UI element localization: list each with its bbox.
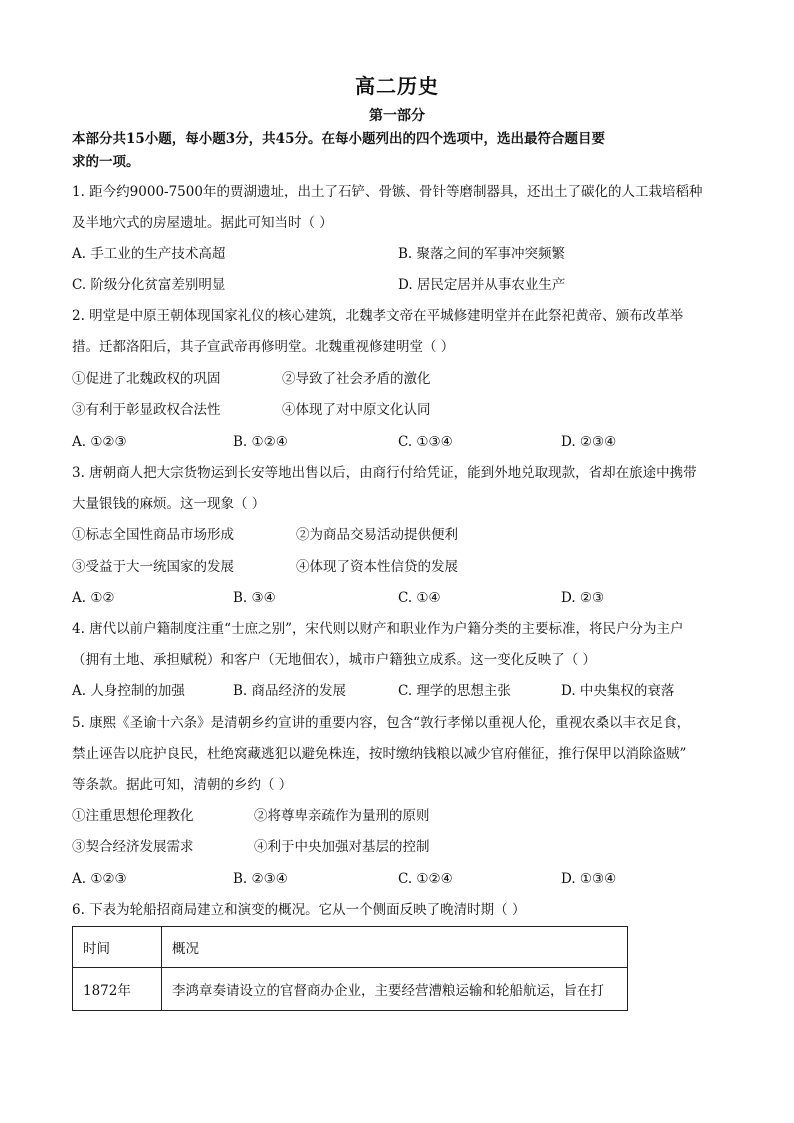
q2-stem-line-1: 2. 明堂是中原王朝体现国家礼仪的核心建筑，北魏孝文帝在平城修建明堂并在此祭祀黄帝、颁布改革举 [72,308,684,324]
table-header-row [73,927,628,968]
q1-stem-line-1: 1. 距今约9000-7500年的贾湖遗址，出土了石铲、骨镞、骨针等磨制器具，还出土了碳化的人工栽培稻种 [72,184,703,200]
table-cell-overview: 李鸿章奏请设立的官督商办企业，主要经营漕粮运输和轮船航运，旨在打 [162,968,628,1011]
q3-statement-3: ③受益于大一统国家的发展 [72,559,234,575]
q5-stem-line-1: 5. 康熙《圣谕十六条》是清朝乡约宣讲的重要内容，包含“敦行孝悌以重视人伦，重视农桑以丰衣足食， [72,715,691,731]
q2-option-a[interactable]: A. ①②③ [72,434,127,450]
q1-stem-line-2: 及半地穴式的房屋遗址。据此可知当时（ ） [72,215,333,231]
q5-statement-4: ④利于中央加强对基层的控制 [254,839,430,855]
instructions-line-2: 求的一项。 [72,154,140,170]
q3-option-a[interactable]: A. ①② [72,590,115,606]
q5-option-d[interactable]: D. ①③④ [561,871,617,887]
q3-stem-line-1: 3. 唐朝商人把大宗货物运到长安等地出售以后，由商行付给凭证，能到外地兑取现款，省却在旅途中携带 [72,465,697,481]
section-instructions [72,128,732,174]
table-row [73,968,628,1011]
q5-option-c[interactable]: C. ①②④ [398,871,453,887]
page-title: 高二历史 [355,74,439,98]
q6-stem-line-1: 6. 下表为轮船招商局建立和演变的概况。它从一个侧面反映了晚清时期（ ） [72,902,526,918]
table-cell-time: 1872年 [73,968,162,1011]
q3-stem-line-2: 大量银钱的麻烦。这一现象（ ） [72,496,266,512]
q1-option-b[interactable]: B. 聚落之间的军事冲突频繁 [398,246,566,262]
q2-option-b[interactable]: B. ①②④ [233,434,288,450]
q5-stem-line-3: 等条款。据此可知，清朝的乡约（ ） [72,777,293,793]
q4-stem-line-2: （拥有土地、承担赋税）和客户（无地佃农），城市户籍独立成系。这一变化反映了（ ） [72,652,597,668]
q2-statement-4: ④体现了对中原文化认同 [282,402,431,418]
q4-option-a[interactable]: A. 人身控制的加强 [72,683,185,699]
table-header-time: 时间 [73,927,162,968]
q5-option-a[interactable]: A. ①②③ [72,871,127,887]
instructions-line-1: 本部分共15小题，每小题3分，共45分。在每小题列出的四个选项中，选出最符合题目要 [72,131,605,147]
q4-option-d[interactable]: D. 中央集权的衰落 [561,683,675,699]
q3-statement-1: ①标志全国性商品市场形成 [72,527,234,543]
q3-option-b[interactable]: B. ③④ [233,590,276,606]
q3-option-c[interactable]: C. ①④ [398,590,441,606]
q1-option-a[interactable]: A. 手工业的生产技术高超 [72,246,226,262]
q5-statement-3: ③契合经济发展需求 [72,839,194,855]
q2-stem-line-2: 措。迁都洛阳后，其子宣武帝再修明堂。北魏重视修建明堂（ ） [72,339,455,355]
q5-statement-1: ①注重思想伦理教化 [72,808,194,824]
q5-stem-line-2: 禁止诬告以庇护良民，杜绝窝藏逃犯以避免株连，按时缴纳钱粮以减少官府催征，推行保甲以消除盗贼” [72,746,687,762]
q1-option-c[interactable]: C. 阶级分化贫富差别明显 [72,277,226,293]
q4-option-b[interactable]: B. 商品经济的发展 [233,683,347,699]
q2-statement-2: ②导致了社会矛盾的激化 [282,371,431,387]
q3-option-d[interactable]: D. ②③ [561,590,605,606]
q5-option-b[interactable]: B. ②③④ [233,871,288,887]
q6-table [72,926,628,1011]
q2-statement-1: ①促进了北魏政权的巩固 [72,371,221,387]
q2-option-d[interactable]: D. ②③④ [561,434,617,450]
q1-option-d[interactable]: D. 居民定居并从事农业生产 [398,277,566,293]
section-title: 第一部分 [369,108,425,124]
q4-option-c[interactable]: C. 理学的思想主张 [398,683,511,699]
q2-statement-3: ③有利于彰显政权合法性 [72,402,221,418]
table-header-overview: 概况 [162,927,628,968]
q3-statement-4: ④体现了资本性信贷的发展 [296,559,458,575]
q2-option-c[interactable]: C. ①③④ [398,434,453,450]
q3-statement-2: ②为商品交易活动提供便利 [296,527,458,543]
q4-stem-line-1: 4. 唐代以前户籍制度注重“士庶之别”，宋代则以财产和职业作为户籍分类的主要标准，将民户分为主户 [72,621,684,637]
q5-statement-2: ②将尊卑亲疏作为量刑的原则 [254,808,430,824]
